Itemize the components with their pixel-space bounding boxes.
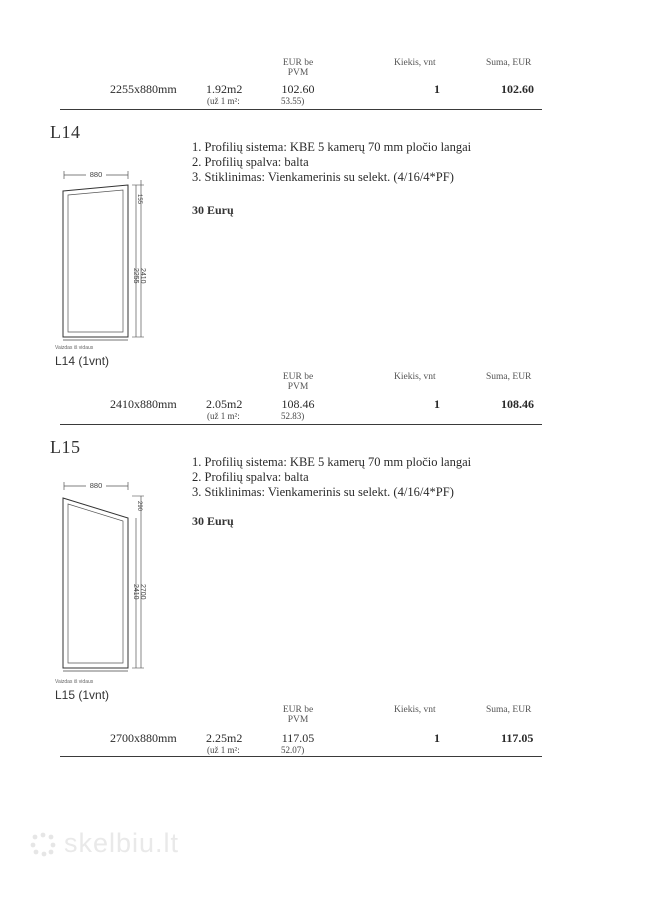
item-spec-list — [192, 455, 471, 500]
row-price: 108.46 — [281, 397, 315, 411]
height-dim-label: 2700 — [139, 584, 146, 600]
spec-line: 3. Stiklinimas: Vienkamerinis su selekt. (4/16/4*PF) — [192, 485, 454, 499]
col-header-qty: Kiekis, vnt — [394, 58, 436, 68]
col-header-price-line2: PVM — [287, 715, 309, 725]
row-divider — [60, 756, 542, 757]
row-area: 2.05m2 — [206, 397, 243, 411]
item-extra-price: 30 Eurų — [192, 514, 234, 528]
row-per-m2-label: (už 1 m²: — [207, 745, 240, 755]
item-extra-price: 30 Eurų — [192, 203, 234, 217]
row-divider — [60, 424, 542, 425]
row-dimensions: 2255x880mm — [110, 82, 177, 96]
drawing-caption: L15 (1vnt) — [55, 688, 110, 702]
top-dim-label: 155 — [136, 194, 142, 205]
col-header-price — [270, 58, 326, 78]
row-sum: 108.46 — [501, 397, 534, 411]
row-qty: 1 — [434, 397, 440, 411]
row-qty: 1 — [434, 731, 440, 745]
col-header-price-line2: PVM — [287, 68, 309, 78]
col-header-qty: Kiekis, vnt — [394, 705, 436, 715]
spec-line: 1. Profilių sistema: KBE 5 kamerų 70 mm pločio langai — [192, 140, 472, 154]
col-header-sum: Suma, EUR — [486, 372, 532, 382]
row-sum: 102.60 — [501, 82, 534, 96]
spec-line: 2. Profilių spalva: balta — [192, 155, 309, 169]
row-price: 102.60 — [281, 82, 315, 96]
height-dim-label: 2410 — [132, 584, 139, 600]
window-drawing — [52, 474, 152, 674]
col-header-sum: Suma, EUR — [486, 705, 532, 715]
row-per-m2-price: 52.83) — [281, 411, 305, 421]
row-per-m2-price: 53.55) — [281, 96, 305, 106]
drawing-caption: L14 (1vnt) — [55, 354, 110, 368]
view-note: Vaizdas iš vidaus — [55, 345, 94, 351]
row-qty: 1 — [434, 82, 440, 96]
item-label: L14 — [50, 122, 81, 142]
height-dim-label: 2255 — [132, 268, 139, 284]
watermark — [30, 828, 179, 859]
row-dimensions: 2700x880mm — [110, 731, 177, 745]
col-header-qty: Kiekis, vnt — [394, 372, 436, 382]
col-header-price-line1: EUR be — [282, 372, 314, 382]
row-sum: 117.05 — [501, 731, 534, 745]
window-drawing — [52, 158, 152, 356]
height-dim-label: 2410 — [139, 268, 146, 284]
width-dim-label: 880 — [89, 170, 103, 179]
row-price: 117.05 — [281, 731, 315, 745]
spec-line: 1. Profilių sistema: KBE 5 kamerų 70 mm pločio langai — [192, 455, 472, 469]
spec-line: 2. Profilių spalva: balta — [192, 470, 309, 484]
row-per-m2-price: 52.07) — [281, 745, 305, 755]
watermark-text: skelbiu.lt — [64, 828, 180, 858]
col-header-price-line2: PVM — [287, 382, 309, 392]
item-label: L15 — [50, 437, 81, 457]
row-per-m2-label: (už 1 m²: — [207, 411, 240, 421]
row-dimensions: 2410x880mm — [110, 397, 177, 411]
watermark-logo-icon — [30, 831, 60, 857]
item-spec-list — [192, 140, 471, 185]
spec-line: 3. Stiklinimas: Vienkamerinis su selekt. (4/16/4*PF) — [192, 170, 454, 184]
col-header-price — [270, 372, 326, 392]
row-per-m2-label: (už 1 m²: — [207, 96, 240, 106]
width-dim-label: 880 — [89, 481, 103, 490]
row-area: 1.92m2 — [206, 82, 243, 96]
view-note: Vaizdas iš vidaus — [55, 679, 94, 685]
col-header-price — [270, 705, 326, 725]
top-dim-label: 290 — [136, 501, 142, 512]
col-header-price-line1: EUR be — [282, 705, 314, 715]
row-divider — [60, 109, 542, 110]
col-header-price-line1: EUR be — [282, 58, 314, 68]
row-area: 2.25m2 — [206, 731, 243, 745]
col-header-sum: Suma, EUR — [486, 58, 532, 68]
